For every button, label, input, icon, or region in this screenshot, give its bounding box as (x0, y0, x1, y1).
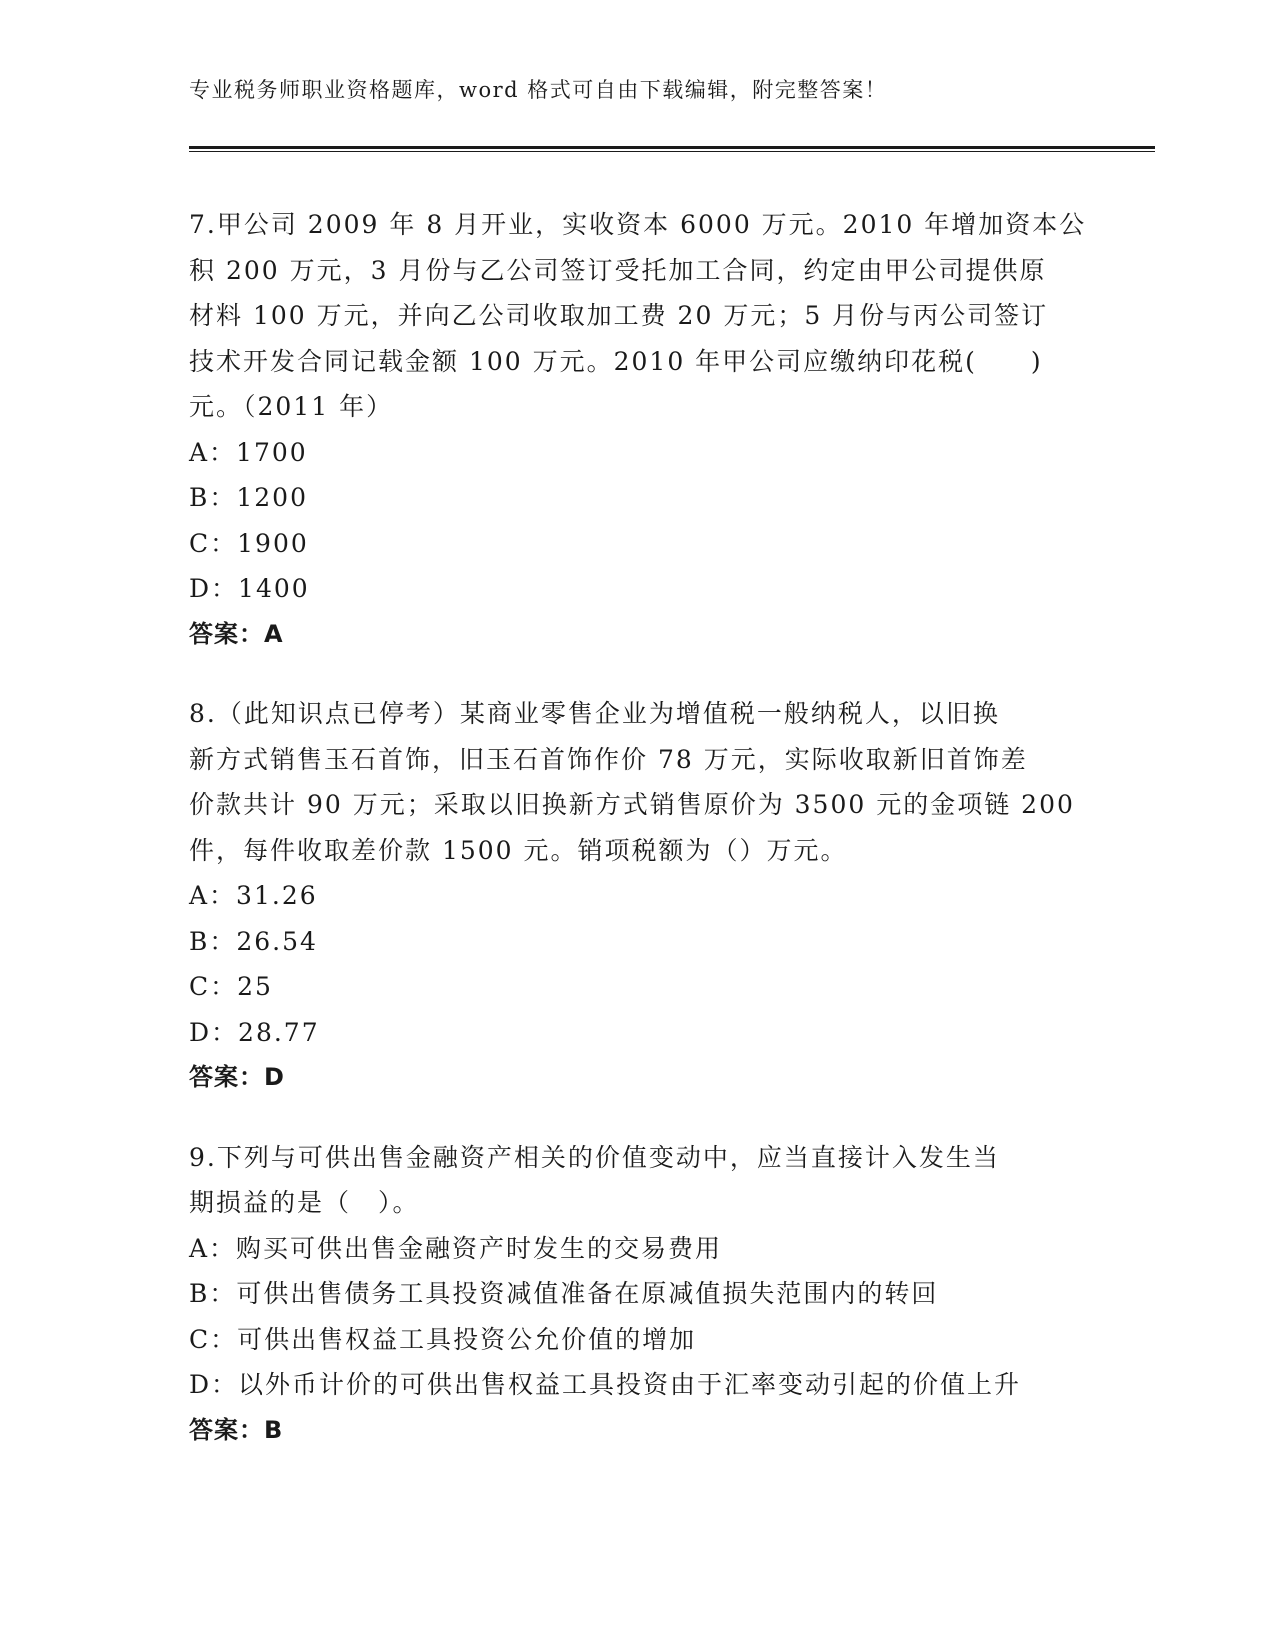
stem-line: 8.（此知识点已停考）某商业零售企业为增值税一般纳税人，以旧换 (189, 699, 1000, 728)
option-d: D：1400 (189, 574, 310, 603)
option-c: C：25 (189, 972, 273, 1001)
question-stem (189, 202, 1089, 430)
option-b: B：26.54 (189, 926, 318, 956)
question-8 (189, 691, 1089, 1101)
answer-label: 答案：D (189, 1063, 285, 1091)
option-b: B：可供出售债务工具投资减值准备在原减值损失范围内的转回 (189, 1279, 939, 1308)
stem-line: 新方式销售玉石首饰，旧玉石首饰作价 78 万元，实际收取新旧首饰差 (189, 744, 1028, 774)
header-divider (189, 146, 1155, 149)
stem-line: 元。（2011 年） (189, 392, 394, 421)
question-list (189, 202, 1089, 1487)
option-c: C：1900 (189, 528, 309, 558)
answer-label: 答案：B (189, 1415, 284, 1444)
stem-line: 积 200 万元，3 月份与乙公司签订受托加工合同，约定由甲公司提供原 (189, 255, 1047, 285)
stem-line: 期损益的是（ ）。 (189, 1188, 420, 1217)
stem-line: 9.下列与可供出售金融资产相关的价值变动中，应当直接计入发生当 (189, 1142, 1000, 1172)
stem-line: 7.甲公司 2009 年 8 月开业，实收资本 6000 万元。2010 年增加资本公 (189, 210, 1087, 239)
question-7 (189, 202, 1089, 657)
question-stem (189, 691, 1089, 873)
option-d: D：以外币计价的可供出售权益工具投资由于汇率变动引起的价值上升 (189, 1370, 1022, 1399)
page-header-text: 专业税务师职业资格题库，word 格式可自由下载编辑，附完整答案！ (189, 78, 888, 102)
option-a: A：31.26 (189, 881, 318, 910)
option-b: B：1200 (189, 483, 308, 512)
answer-label: 答案：A (189, 619, 284, 648)
stem-line: 价款共计 90 万元；采取以旧换新方式销售原价为 3500 元的金项链 200 (189, 790, 1075, 819)
stem-line: 件，每件收取差价款 1500 元。销项税额为（）万元。 (189, 835, 848, 865)
option-a: A：购买可供出售金融资产时发生的交易费用 (189, 1233, 723, 1263)
option-d: D：28.77 (189, 1017, 320, 1047)
option-a: A：1700 (189, 437, 308, 467)
stem-line: 材料 100 万元，并向乙公司收取加工费 20 万元；5 月份与丙公司签订 (189, 301, 1049, 330)
option-c: C：可供出售权益工具投资公允价值的增加 (189, 1324, 697, 1354)
question-9 (189, 1135, 1089, 1454)
stem-line: 技术开发合同记载金额 100 万元。2010 年甲公司应缴纳印花税( ) (189, 346, 1043, 376)
question-stem (189, 1135, 1089, 1226)
